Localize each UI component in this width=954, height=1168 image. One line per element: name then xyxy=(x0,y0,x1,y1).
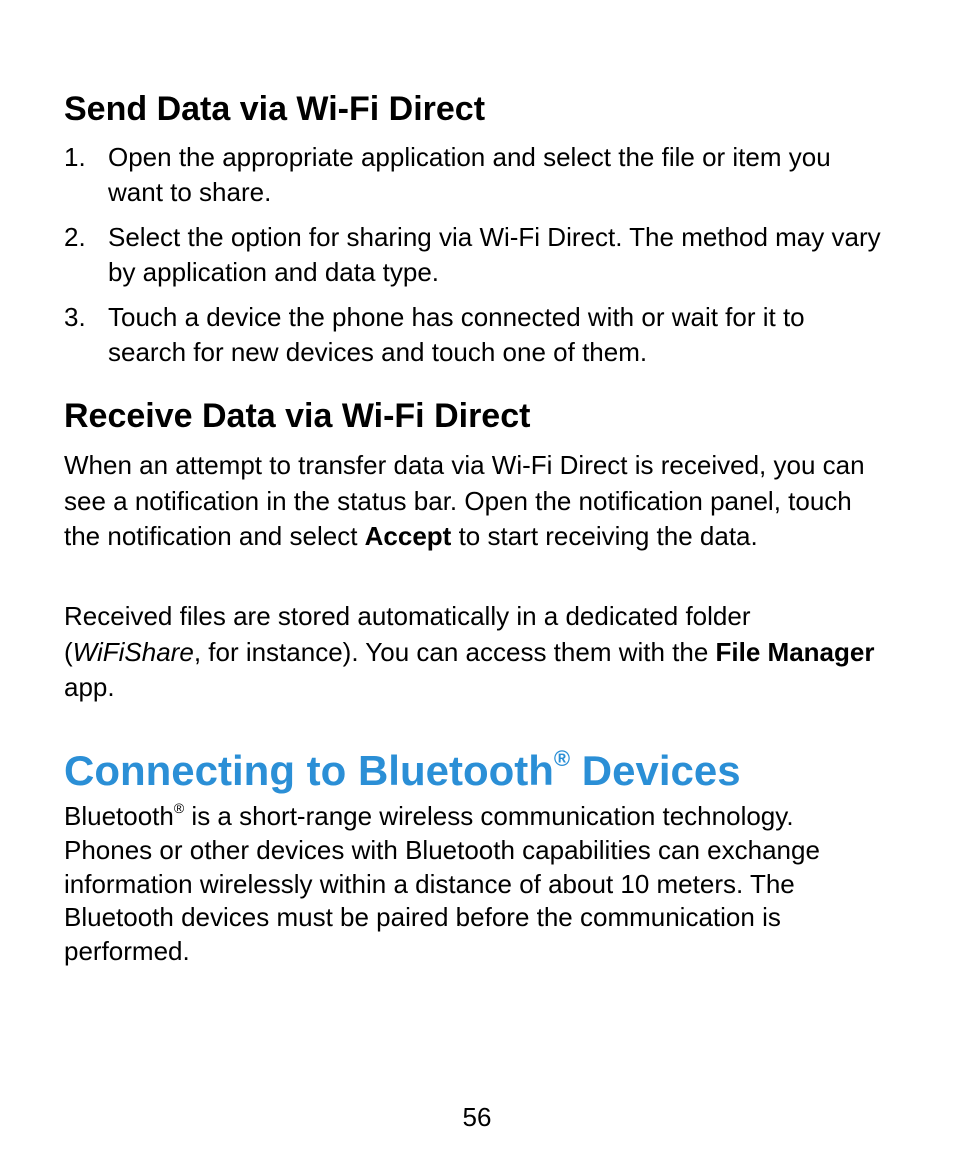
list-item xyxy=(64,300,884,370)
paragraph-text: Received files are stored automatically in a dedicated folder ( xyxy=(64,601,751,667)
paragraph-text: to start receiving the data. xyxy=(451,521,758,551)
registered-mark: ® xyxy=(173,800,185,817)
send-data-heading: Send Data via Wi-Fi Direct xyxy=(64,90,486,128)
send-steps-list xyxy=(64,140,884,380)
paragraph-text: , for instance). You can access them with the xyxy=(193,636,716,667)
list-item xyxy=(64,140,884,210)
receive-paragraph-storage xyxy=(64,599,884,706)
step-text: Open the appropriate application and select the file or item you want to share. xyxy=(108,142,831,207)
registered-mark: ® xyxy=(553,746,571,771)
step-number: 3. xyxy=(64,302,86,332)
step-text: Touch a device the phone has connected with or wait for it to search for new devices and touch one of them. xyxy=(108,302,805,367)
paragraph-text: app. xyxy=(64,672,115,702)
receive-paragraph-notification xyxy=(64,448,884,555)
paragraph-text: When an attempt to transfer data via Wi-Fi Direct is received, you can see a notification in the status bar. Open the notification panel, touch the notification and select xyxy=(64,450,865,551)
page-number: 56 xyxy=(462,1102,492,1132)
step-text: Select the option for sharing via Wi-Fi Direct. The method may vary by application and data type. xyxy=(108,222,881,287)
step-number: 2. xyxy=(64,222,86,252)
receive-data-heading: Receive Data via Wi-Fi Direct xyxy=(64,397,531,435)
folder-name: WiFiShare xyxy=(72,636,194,667)
heading-text: Connecting to Bluetooth xyxy=(64,747,554,794)
accept-term: Accept xyxy=(364,521,452,551)
heading-text: Devices xyxy=(570,747,741,794)
step-number: 1. xyxy=(64,142,86,172)
paragraph-text: is a short-range wireless communication technology. Phones or other devices with Bluetooth capabilities can exchange information wirelessly within a distance of about 10 meters. The Bluetooth devices must be paired before the communication is performed. xyxy=(64,801,820,967)
list-item xyxy=(64,220,884,290)
bluetooth-section-heading xyxy=(64,734,741,800)
file-manager-term: File Manager xyxy=(715,636,875,667)
paragraph-text: Bluetooth xyxy=(64,801,174,831)
bluetooth-paragraph xyxy=(64,800,884,969)
